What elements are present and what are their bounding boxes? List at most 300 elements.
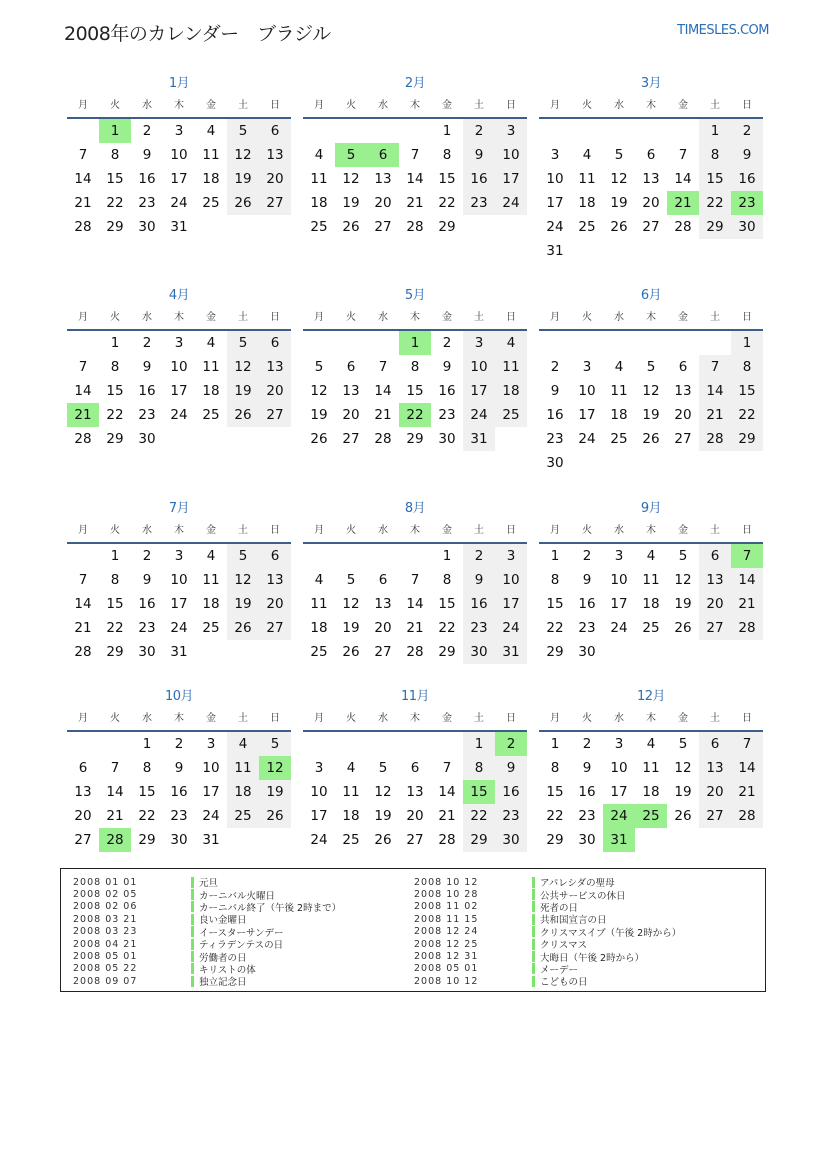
holiday-date: 2008 05 01 bbox=[414, 963, 479, 975]
day-cell: 23 bbox=[463, 616, 495, 640]
day-cell: 1 bbox=[463, 732, 495, 756]
day-cell: 1 bbox=[699, 119, 731, 143]
holiday-marker bbox=[532, 951, 535, 962]
weekday-label: 火 bbox=[582, 525, 592, 536]
empty-cell bbox=[571, 331, 603, 355]
month-block bbox=[67, 284, 291, 451]
weekday-label: 水 bbox=[614, 713, 624, 724]
day-cell: 19 bbox=[342, 195, 360, 211]
weekday-label: 木 bbox=[410, 100, 420, 111]
day-cell: 9 bbox=[463, 568, 495, 592]
day-cell: 11 bbox=[642, 760, 660, 776]
day-cell: 21 bbox=[699, 403, 731, 427]
holiday-name: アパレシダの聖母 bbox=[540, 878, 615, 890]
weekday-header bbox=[67, 96, 291, 119]
holiday-date: 2008 01 01 bbox=[73, 876, 138, 888]
empty-cell bbox=[367, 119, 399, 143]
holiday-date: 2008 11 15 bbox=[414, 913, 479, 925]
day-cell: 18 bbox=[642, 784, 660, 800]
day-cell: 27 bbox=[259, 616, 291, 640]
month-block bbox=[67, 72, 291, 239]
day-cell: 8 bbox=[731, 355, 763, 379]
weekday-label: 金 bbox=[442, 100, 452, 111]
day-cell: 31 bbox=[495, 640, 527, 664]
day-cell: 24 bbox=[463, 403, 495, 427]
day-cell: 30 bbox=[495, 828, 527, 852]
empty-cell bbox=[367, 732, 399, 756]
day-cell: 31 bbox=[546, 243, 564, 259]
holiday-row bbox=[73, 926, 341, 938]
day-cell: 6 bbox=[699, 544, 731, 568]
weekday-label: 土 bbox=[474, 713, 484, 724]
day-cell: 13 bbox=[342, 383, 360, 399]
day-cell: 13 bbox=[642, 171, 660, 187]
weekday-label: 金 bbox=[206, 100, 216, 111]
weekday-label: 月 bbox=[78, 525, 88, 536]
day-cell: 16 bbox=[578, 596, 596, 612]
day-cell: 14 bbox=[406, 171, 424, 187]
day-cell: 4 bbox=[227, 732, 259, 756]
day-cell: 20 bbox=[374, 195, 392, 211]
weekday-label: 金 bbox=[678, 312, 688, 323]
holiday-date: 2008 09 07 bbox=[73, 975, 138, 987]
day-cell: 27 bbox=[74, 832, 92, 848]
weekday-label: 月 bbox=[78, 312, 88, 323]
weekday-label: 水 bbox=[142, 312, 152, 323]
weekday-header bbox=[303, 308, 527, 331]
weekday-label: 土 bbox=[238, 312, 248, 323]
day-cell: 12 bbox=[374, 784, 392, 800]
weekday-label: 金 bbox=[442, 312, 452, 323]
day-cell: 21 bbox=[731, 592, 763, 616]
day-cell: 29 bbox=[438, 644, 456, 660]
weekday-label: 土 bbox=[710, 713, 720, 724]
day-cell: 29 bbox=[406, 431, 424, 447]
day-cell: 18 bbox=[495, 379, 527, 403]
day-cell: 5 bbox=[227, 331, 259, 355]
holiday-name: 労働者の日 bbox=[199, 952, 247, 964]
holiday-row bbox=[73, 913, 341, 925]
holiday-row bbox=[73, 901, 341, 913]
holiday-row bbox=[73, 876, 341, 888]
day-cell: 3 bbox=[614, 736, 624, 752]
day-cell: 24 bbox=[310, 832, 328, 848]
weekday-label: 金 bbox=[678, 713, 688, 724]
weekday-label: 水 bbox=[378, 312, 388, 323]
day-cell: 11 bbox=[202, 572, 220, 588]
day-cell: 30 bbox=[546, 455, 564, 471]
day-cell: 4 bbox=[314, 147, 324, 163]
month-title: 8月 bbox=[404, 501, 426, 516]
day-cell: 27 bbox=[642, 219, 660, 235]
day-cell: 11 bbox=[342, 784, 360, 800]
day-cell: 31 bbox=[202, 832, 220, 848]
day-cell: 9 bbox=[463, 143, 495, 167]
day-cell: 17 bbox=[495, 592, 527, 616]
day-cell: 13 bbox=[699, 568, 731, 592]
day-cell: 4 bbox=[206, 123, 216, 139]
day-cell: 5 bbox=[378, 760, 388, 776]
day-cell: 30 bbox=[438, 431, 456, 447]
empty-cell bbox=[635, 119, 667, 143]
day-cell: 18 bbox=[642, 596, 660, 612]
day-cell: 29 bbox=[463, 828, 495, 852]
weekday-label: 木 bbox=[646, 525, 656, 536]
weekday-label: 月 bbox=[78, 713, 88, 724]
day-cell: 11 bbox=[202, 147, 220, 163]
day-cell: 5 bbox=[227, 119, 259, 143]
weekday-label: 土 bbox=[474, 100, 484, 111]
day-cell: 15 bbox=[699, 167, 731, 191]
day-cell: 19 bbox=[259, 780, 291, 804]
weekday-header bbox=[67, 308, 291, 331]
day-cell: 2 bbox=[142, 335, 152, 351]
day-cell: 24 bbox=[202, 808, 220, 824]
day-cell: 26 bbox=[310, 431, 328, 447]
day-cell: 23 bbox=[546, 431, 564, 447]
holiday-name: 死者の日 bbox=[540, 902, 579, 914]
weekday-label: 月 bbox=[550, 713, 560, 724]
holiday-date: 2008 12 25 bbox=[414, 938, 479, 950]
day-cell: 8 bbox=[110, 147, 120, 163]
day-cell: 12 bbox=[610, 171, 628, 187]
holiday-name: カーニバル終了（午後 2時まで） bbox=[199, 902, 342, 914]
day-cell: 25 bbox=[495, 403, 527, 427]
day-cell: 15 bbox=[438, 596, 456, 612]
holiday-marker bbox=[532, 901, 535, 912]
day-cell: 26 bbox=[674, 620, 692, 636]
weekday-label: 金 bbox=[442, 713, 452, 724]
day-cell: 3 bbox=[495, 544, 527, 568]
weekday-header bbox=[67, 709, 291, 732]
day-cell: 23 bbox=[138, 195, 156, 211]
day-cell: 18 bbox=[610, 407, 628, 423]
weekday-label: 木 bbox=[174, 713, 184, 724]
holiday-name: メーデー bbox=[540, 964, 579, 976]
weekday-header bbox=[539, 709, 763, 732]
day-cell: 6 bbox=[259, 119, 291, 143]
holiday-marker bbox=[191, 889, 194, 900]
holiday-marker bbox=[191, 939, 194, 950]
day-cell: 27 bbox=[374, 644, 392, 660]
day-cell: 17 bbox=[610, 596, 628, 612]
day-cell: 14 bbox=[374, 383, 392, 399]
day-cell: 23 bbox=[170, 808, 188, 824]
weekday-label: 土 bbox=[710, 525, 720, 536]
holiday-name: 良い金曜日 bbox=[199, 915, 247, 927]
day-cell: 30 bbox=[731, 215, 763, 239]
month-title: 9月 bbox=[640, 501, 662, 516]
day-cell: 1 bbox=[442, 548, 452, 564]
day-cell: 10 bbox=[202, 760, 220, 776]
holiday-date: 2008 03 21 bbox=[73, 913, 138, 925]
day-cell: 12 bbox=[227, 355, 259, 379]
day-cell: 26 bbox=[642, 431, 660, 447]
day-cell: 26 bbox=[227, 191, 259, 215]
day-cell: 6 bbox=[346, 359, 356, 375]
day-cell: 4 bbox=[346, 760, 356, 776]
day-cell: 28 bbox=[374, 431, 392, 447]
day-cell: 26 bbox=[227, 616, 259, 640]
day-cell: 23 bbox=[495, 804, 527, 828]
day-cell: 22 bbox=[463, 804, 495, 828]
day-cell: 14 bbox=[731, 568, 763, 592]
day-cell: 4 bbox=[582, 147, 592, 163]
day-cell: 6 bbox=[78, 760, 88, 776]
day-grid bbox=[539, 331, 763, 475]
month-title: 11月 bbox=[400, 689, 430, 704]
weekday-label: 木 bbox=[174, 100, 184, 111]
day-cell: 25 bbox=[342, 832, 360, 848]
day-cell: 9 bbox=[550, 383, 560, 399]
empty-cell bbox=[603, 119, 635, 143]
holiday-column-right bbox=[414, 876, 681, 988]
day-cell: 13 bbox=[259, 355, 291, 379]
day-grid bbox=[67, 331, 291, 451]
day-cell: 22 bbox=[138, 808, 156, 824]
weekday-label: 日 bbox=[506, 525, 516, 536]
weekday-label: 火 bbox=[110, 100, 120, 111]
month-block bbox=[539, 685, 763, 852]
weekday-label: 金 bbox=[206, 312, 216, 323]
month-block bbox=[539, 72, 763, 263]
day-cell: 25 bbox=[610, 431, 628, 447]
day-cell: 5 bbox=[346, 572, 356, 588]
brand-logo[interactable]: TIMESLES.COM bbox=[677, 23, 769, 38]
day-cell: 10 bbox=[546, 171, 564, 187]
day-cell: 26 bbox=[374, 832, 392, 848]
day-cell: 5 bbox=[259, 732, 291, 756]
day-cell: 15 bbox=[106, 383, 124, 399]
month-block bbox=[303, 685, 527, 852]
day-cell: 26 bbox=[342, 644, 360, 660]
day-cell: 27 bbox=[259, 191, 291, 215]
weekday-label: 火 bbox=[582, 100, 592, 111]
day-cell: 26 bbox=[674, 808, 692, 824]
empty-cell bbox=[603, 331, 635, 355]
day-cell: 29 bbox=[546, 832, 564, 848]
day-cell: 9 bbox=[174, 760, 184, 776]
day-cell: 22 bbox=[731, 403, 763, 427]
day-cell: 18 bbox=[202, 383, 220, 399]
day-cell: 5 bbox=[678, 736, 688, 752]
day-cell: 1 bbox=[550, 548, 560, 564]
holiday-marker bbox=[532, 926, 535, 937]
day-cell: 9 bbox=[582, 760, 592, 776]
day-cell: 15 bbox=[546, 784, 564, 800]
day-cell: 21 bbox=[374, 407, 392, 423]
day-cell: 7 bbox=[110, 760, 120, 776]
day-cell: 15 bbox=[106, 171, 124, 187]
day-cell: 19 bbox=[610, 195, 628, 211]
day-cell: 1 bbox=[110, 548, 120, 564]
day-cell: 25 bbox=[227, 804, 259, 828]
day-cell: 4 bbox=[646, 736, 656, 752]
day-cell: 15 bbox=[406, 383, 424, 399]
holiday-row bbox=[414, 913, 681, 925]
holiday-name: 公共サービスの休日 bbox=[540, 890, 626, 902]
holiday-day-cell: 21 bbox=[667, 191, 699, 215]
day-cell: 13 bbox=[406, 784, 424, 800]
day-cell: 2 bbox=[142, 123, 152, 139]
month-block bbox=[539, 284, 763, 475]
day-cell: 10 bbox=[170, 147, 188, 163]
weekday-label: 火 bbox=[110, 713, 120, 724]
day-cell: 12 bbox=[674, 760, 692, 776]
day-cell: 7 bbox=[442, 760, 452, 776]
weekday-label: 水 bbox=[378, 525, 388, 536]
day-cell: 17 bbox=[495, 167, 527, 191]
empty-cell bbox=[99, 732, 131, 756]
day-cell: 29 bbox=[138, 832, 156, 848]
day-cell: 26 bbox=[259, 804, 291, 828]
day-cell: 28 bbox=[699, 427, 731, 451]
day-cell: 3 bbox=[174, 335, 184, 351]
holiday-row bbox=[73, 975, 341, 987]
day-cell: 30 bbox=[138, 644, 156, 660]
day-cell: 14 bbox=[731, 756, 763, 780]
day-cell: 24 bbox=[610, 620, 628, 636]
weekday-label: 土 bbox=[238, 713, 248, 724]
day-cell: 19 bbox=[674, 784, 692, 800]
day-cell: 28 bbox=[74, 644, 92, 660]
weekday-label: 水 bbox=[142, 713, 152, 724]
holiday-row bbox=[73, 938, 341, 950]
empty-cell bbox=[399, 119, 431, 143]
holiday-day-cell: 24 bbox=[603, 804, 635, 828]
day-cell: 8 bbox=[463, 756, 495, 780]
holiday-name: キリストの体 bbox=[199, 964, 256, 976]
holiday-day-cell: 2 bbox=[495, 732, 527, 756]
empty-cell bbox=[67, 544, 99, 568]
weekday-header bbox=[539, 521, 763, 544]
weekday-header bbox=[303, 709, 527, 732]
weekday-header bbox=[67, 521, 291, 544]
day-cell: 13 bbox=[374, 596, 392, 612]
day-cell: 22 bbox=[438, 195, 456, 211]
day-cell: 20 bbox=[699, 592, 731, 616]
empty-cell bbox=[335, 732, 367, 756]
empty-cell bbox=[571, 119, 603, 143]
day-cell: 5 bbox=[646, 359, 656, 375]
day-cell: 13 bbox=[674, 383, 692, 399]
holiday-day-cell: 12 bbox=[259, 756, 291, 780]
day-cell: 2 bbox=[142, 548, 152, 564]
weekday-label: 日 bbox=[742, 525, 752, 536]
weekday-label: 日 bbox=[742, 713, 752, 724]
page-title: 2008年のカレンダー ブラジル bbox=[64, 23, 331, 45]
empty-cell bbox=[539, 331, 571, 355]
empty-cell bbox=[67, 119, 99, 143]
day-cell: 21 bbox=[406, 620, 424, 636]
day-cell: 26 bbox=[342, 219, 360, 235]
day-cell: 19 bbox=[374, 808, 392, 824]
holiday-marker bbox=[191, 926, 194, 937]
day-cell: 27 bbox=[699, 616, 731, 640]
day-cell: 22 bbox=[699, 191, 731, 215]
day-cell: 7 bbox=[78, 359, 88, 375]
holiday-date: 2008 10 28 bbox=[414, 889, 479, 901]
holiday-marker bbox=[191, 877, 194, 888]
day-cell: 23 bbox=[138, 620, 156, 636]
day-cell: 1 bbox=[550, 736, 560, 752]
weekday-label: 火 bbox=[346, 525, 356, 536]
day-cell: 6 bbox=[259, 544, 291, 568]
empty-cell bbox=[303, 732, 335, 756]
day-cell: 7 bbox=[378, 359, 388, 375]
day-cell: 18 bbox=[202, 171, 220, 187]
day-cell: 23 bbox=[138, 407, 156, 423]
day-cell: 29 bbox=[699, 215, 731, 239]
weekday-label: 金 bbox=[442, 525, 452, 536]
day-cell: 22 bbox=[106, 407, 124, 423]
day-cell: 6 bbox=[699, 732, 731, 756]
day-cell: 24 bbox=[170, 195, 188, 211]
day-cell: 12 bbox=[674, 572, 692, 588]
day-cell: 19 bbox=[642, 407, 660, 423]
holiday-column-left bbox=[73, 876, 341, 988]
day-cell: 3 bbox=[550, 147, 560, 163]
day-cell: 24 bbox=[170, 407, 188, 423]
weekday-label: 水 bbox=[142, 525, 152, 536]
day-cell: 30 bbox=[463, 640, 495, 664]
day-grid bbox=[539, 119, 763, 263]
month-title: 1月 bbox=[168, 76, 190, 91]
holiday-marker bbox=[532, 963, 535, 974]
day-cell: 21 bbox=[106, 808, 124, 824]
weekday-label: 火 bbox=[582, 312, 592, 323]
weekday-label: 日 bbox=[270, 713, 280, 724]
weekday-label: 月 bbox=[78, 100, 88, 111]
day-grid bbox=[539, 544, 763, 664]
day-cell: 16 bbox=[438, 383, 456, 399]
day-cell: 13 bbox=[259, 143, 291, 167]
day-cell: 16 bbox=[546, 407, 564, 423]
holiday-marker bbox=[191, 901, 194, 912]
day-cell: 9 bbox=[582, 572, 592, 588]
day-cell: 11 bbox=[310, 596, 328, 612]
month-title: 5月 bbox=[404, 288, 426, 303]
day-cell: 28 bbox=[406, 219, 424, 235]
weekday-label: 日 bbox=[270, 100, 280, 111]
weekday-header bbox=[539, 308, 763, 331]
weekday-label: 水 bbox=[378, 713, 388, 724]
empty-cell bbox=[399, 544, 431, 568]
day-cell: 28 bbox=[438, 832, 456, 848]
day-cell: 27 bbox=[259, 403, 291, 427]
day-cell: 24 bbox=[546, 219, 564, 235]
month-block bbox=[67, 685, 291, 852]
weekday-label: 土 bbox=[238, 525, 248, 536]
holiday-marker bbox=[191, 951, 194, 962]
holiday-name: カーニバル火曜日 bbox=[199, 890, 276, 902]
holiday-day-cell: 31 bbox=[603, 828, 635, 852]
day-cell: 8 bbox=[550, 760, 560, 776]
day-cell: 11 bbox=[310, 171, 328, 187]
empty-cell bbox=[335, 119, 367, 143]
day-cell: 8 bbox=[699, 143, 731, 167]
weekday-label: 金 bbox=[206, 525, 216, 536]
holiday-marker bbox=[532, 877, 535, 888]
holiday-row bbox=[414, 926, 681, 938]
day-cell: 15 bbox=[138, 784, 156, 800]
holiday-row bbox=[414, 888, 681, 900]
weekday-header bbox=[539, 96, 763, 119]
day-cell: 8 bbox=[550, 572, 560, 588]
holiday-day-cell: 1 bbox=[99, 119, 131, 143]
day-cell: 13 bbox=[699, 756, 731, 780]
holiday-date: 2008 10 12 bbox=[414, 876, 479, 888]
